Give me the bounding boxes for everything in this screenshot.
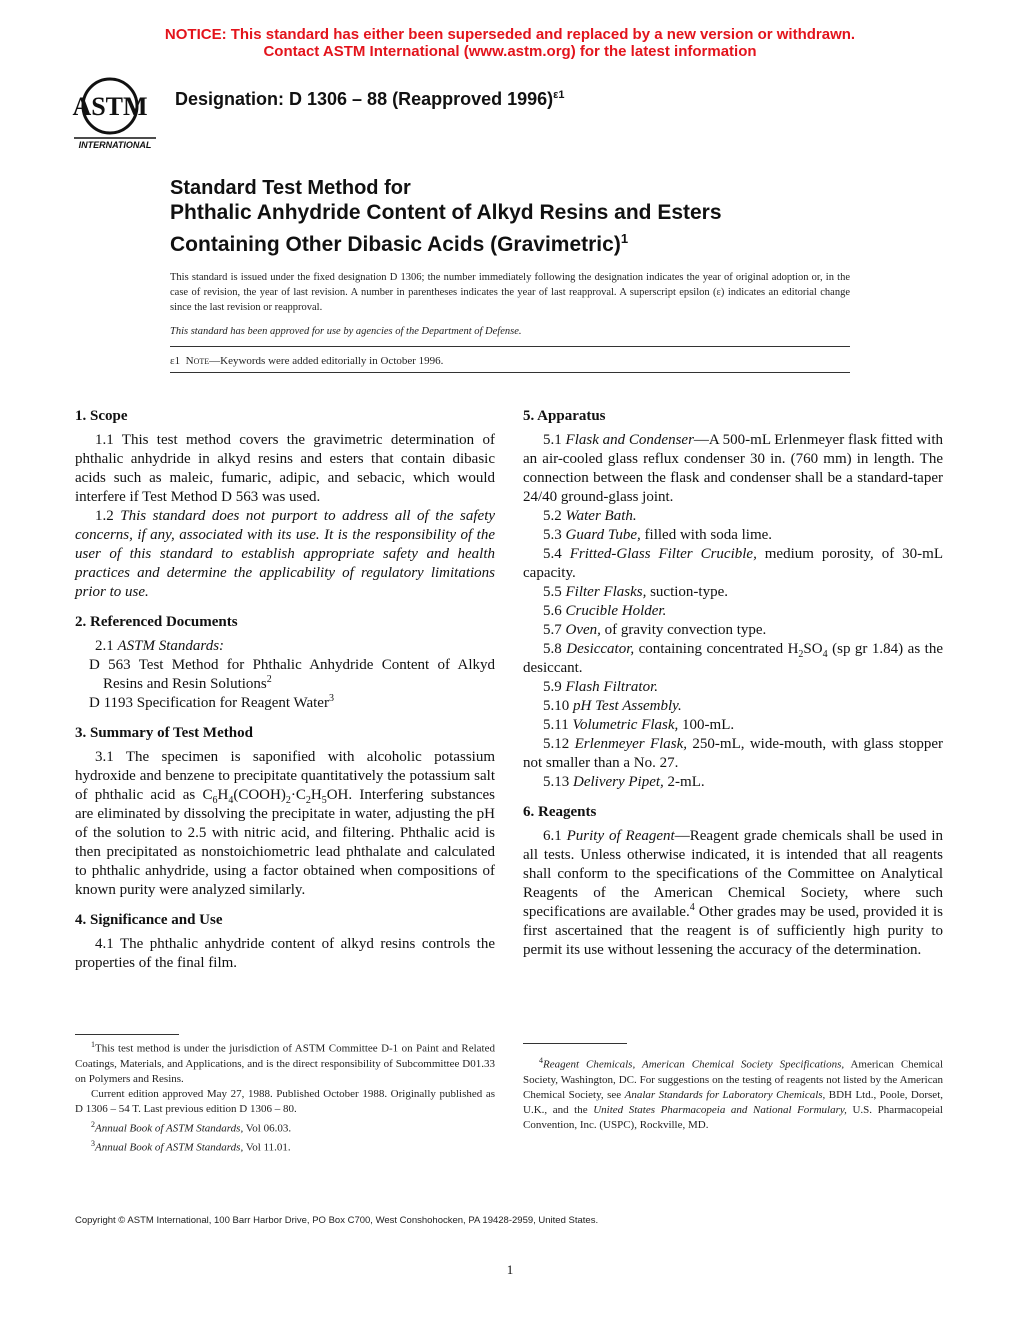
section-referenced-documents xyxy=(75,613,495,713)
section-summary xyxy=(75,724,495,900)
footnote: $^1$This test method is under the jurisdiction of ASTM Committee D-1 on Paint and Related Coatings, Materials, and Applications, and is the direct responsibility of Subcommittee D01.33 on Polymers and Resins. xyxy=(75,1040,495,1085)
divider xyxy=(170,372,850,373)
designation-text: Designation: D 1306 – 88 (Reapproved 1996) xyxy=(175,89,554,109)
title-line-2: Phthalic Anhydride Content of Alkyd Resins and Esters xyxy=(170,201,722,224)
paragraph: 1.1 This test method covers the gravimetric determination of phthalic anhydride in alkyd resins and esters that contain dibasic acids such as maleic, fumaric, adipic, and sebacic, which would interfere if Test Method D 563 was used. xyxy=(75,432,495,505)
section-heading: 4. Significance and Use xyxy=(75,912,223,928)
section-scope xyxy=(75,407,495,602)
note-label: Note xyxy=(185,355,210,367)
apparatus-item: 5.11 Volumetric Flask, 100-mL. xyxy=(543,717,735,733)
section-significance xyxy=(75,911,495,973)
footnote: $^4$Reagent Chemicals, American Chemical Society Specifications, American Chemical Society, Washington, DC. For suggestions on the testing of reagents not listed by the American Chemical Society, see Analar Standards for Laboratory Chemicals, BDH Ltd., Poole, Dorset, U.K., and the United States Pharmacopeia and National Formulary, U.S. Pharmacopeial Convention, Inc. (USPC), Rockville, MD. xyxy=(523,1056,943,1131)
apparatus-item: 5.10 pH Test Assembly. xyxy=(543,698,682,714)
title-sup: 1 xyxy=(620,231,629,246)
section-heading: 2. Referenced Documents xyxy=(75,614,238,630)
footnote: $^3$Annual Book of ASTM Standards, Vol 11.01. xyxy=(91,1139,291,1154)
reference-item: D 563 Test Method for Phthalic Anhydride Content of Alkyd Resins and Resin Solutions$^2$ xyxy=(89,657,495,692)
section-heading: 1. Scope xyxy=(75,408,128,424)
footnotes-left xyxy=(75,1037,495,1156)
divider xyxy=(170,346,850,347)
apparatus-item: 5.7 Oven, of gravity convection type. xyxy=(543,622,767,638)
footnote-rule xyxy=(523,1043,627,1044)
designation-sup: ε1 xyxy=(553,89,565,101)
page-number: 1 xyxy=(506,1262,514,1277)
section-apparatus xyxy=(523,407,943,792)
apparatus-item: 5.4 Fritted-Glass Filter Crucible, medium porosity, of 30-mL capacity. xyxy=(523,546,944,581)
footnote: $^2$Annual Book of ASTM Standards, Vol 06.03. xyxy=(91,1119,292,1135)
reference-item: D 1193 Specification for Reagent Water$^3$ xyxy=(89,693,334,711)
footnotes-right xyxy=(523,1053,943,1133)
section-heading: 5. Apparatus xyxy=(523,408,606,424)
section-heading: 6. Reagents xyxy=(523,804,597,820)
designation xyxy=(175,89,564,110)
astm-logo xyxy=(64,74,164,154)
apparatus-item: 5.13 Delivery Pipet, 2-mL. xyxy=(543,774,705,790)
apparatus-item: 5.5 Filter Flasks, suction-type. xyxy=(543,584,728,600)
footnote-rule xyxy=(75,1034,179,1035)
footnote: Current edition approved May 27, 1988. Published October 1988. Originally published as D 1306 – 54 T. Last previous edition D 1306 – 80. xyxy=(75,1087,495,1115)
paragraph: 3.1 The specimen is saponified with alcoholic potassium hydroxide and benzene to precipitate quantitatively the potassium salt of phthalic acid as $C_6H_4(COOH)_2\cdot C_2H_5OH$. Interfering substances are eliminated by dissolving the precipitate in water, adjusting the pH of the solution to 2.5 with nitric acid, and filtering. Phthalic acid is then precipitated as nonstoichiometric lead phthalate and calculated to phthalic anhydride, using a factor obtained when compositions of known purity were analyzed similarly. xyxy=(75,749,495,898)
paragraph: 6.1 Purity of Reagent—Reagent grade chemicals shall be used in all tests. Unless otherwise indicated, it is intended that all reagents shall conform to the specifications of the Committee on Analytical Reagents of the American Chemical Society, where such specifications are available.$^4$ Other grades may be used, provided it is first ascertained that the reagent is of sufficiently high purity to permit its use without lessening the accuracy of the determination. xyxy=(523,828,944,958)
title-line-1: Standard Test Method for xyxy=(170,177,411,199)
logo-text: ASTM xyxy=(72,92,148,121)
document-title xyxy=(170,176,870,258)
apparatus-item: 5.6 Crucible Holder. xyxy=(543,603,667,619)
apparatus-item: 5.3 Guard Tube, filled with soda lime. xyxy=(543,527,773,543)
apparatus-item: 5.12 Erlenmeyer Flask, 250-mL, wide-mouth, with glass stopper not smaller than a No. 27. xyxy=(523,736,944,771)
withdrawal-notice xyxy=(0,26,1020,60)
logo-subtext: INTERNATIONAL xyxy=(78,140,152,150)
notice-line-1: NOTICE: This standard has either been superseded and replaced by a new version or withdrawn. xyxy=(164,26,856,43)
apparatus-item: 5.2 Water Bath. xyxy=(543,508,637,524)
section-heading: 3. Summary of Test Method xyxy=(75,725,253,741)
apparatus-item: 5.8 Desiccator, containing concentrated $H_2SO_4$ (sp gr 1.84) as the desiccant. xyxy=(523,641,943,676)
right-column xyxy=(523,407,943,971)
notice-line-2: Contact ASTM International (www.astm.org) for the latest information xyxy=(263,43,757,60)
paragraph: 4.1 The phthalic anhydride content of alkyd resins controls the properties of the final film. xyxy=(75,936,495,971)
note-mark: ε1 xyxy=(170,355,181,367)
apparatus-item: 5.1 Flask and Condenser—A 500-mL Erlenmeyer flask fitted with an air-cooled glass reflux condenser 30 in. (760 mm) in length. The connection between the flask and condenser shall be a standard-taper 24/40 ground-glass joint. xyxy=(523,432,943,505)
note-text: —Keywords were added editorially in October 1996. xyxy=(209,355,444,367)
defense-statement: This standard has been approved for use by agencies of the Department of Defense. xyxy=(170,326,522,337)
apparatus-item: 5.9 Flash Filtrator. xyxy=(543,679,659,695)
left-column xyxy=(75,407,495,984)
paragraph: 1.2 This standard does not purport to address all of the safety concerns, if any, associated with its use. It is the responsibility of the user of this standard to establish appropriate safety and health practices and determine the applicability of regulatory limitations prior to use. xyxy=(75,508,496,600)
paragraph: 2.1 ASTM Standards: xyxy=(95,638,225,654)
issuance-statement: This standard is issued under the fixed designation D 1306; the number immediately following the designation indicates the year of original adoption or, in the case of revision, the year of last revision. A number in parentheses indicates the year of last reapproval. A superscript epsilon (ε) indicates an editorial change since the last revision or reapproval. xyxy=(170,272,850,313)
section-reagents xyxy=(523,803,943,960)
title-line-3: Containing Other Dibasic Acids (Gravimetric) xyxy=(170,233,621,256)
copyright: Copyright © ASTM International, 100 Barr Harbor Drive, PO Box C700, West Conshohocken, PA 19428-2959, United States. xyxy=(75,1215,599,1226)
editorial-note xyxy=(170,355,443,367)
